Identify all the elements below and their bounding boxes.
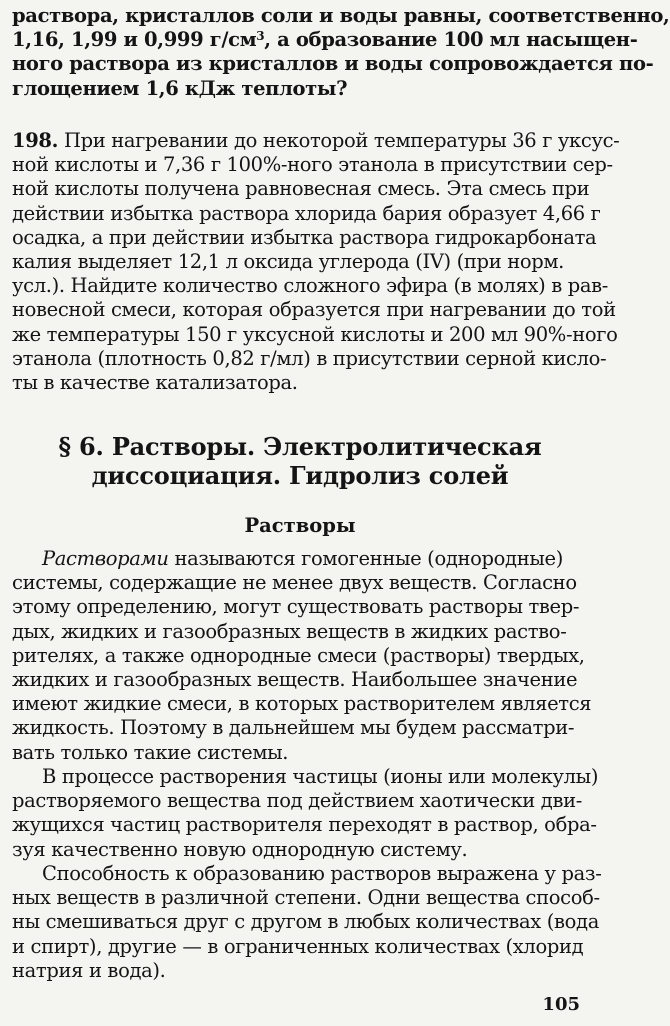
paragraph-first-line <box>12 547 590 571</box>
paragraph-dissolution <box>12 765 599 862</box>
text-line: ты в качестве катализатора. <box>12 371 298 395</box>
section-heading-line: диссоциация. Гидролиз солей <box>91 461 509 490</box>
text-line: рителях, а также однородные смеси (растворы) твердых, <box>12 643 585 667</box>
text-line: зуя качественно новую однородную систему. <box>12 837 468 861</box>
text-line: калия выделяет 12,1 л оксида углерода (IV) (при норм. <box>12 250 565 274</box>
text-line: ного раствора из кристаллов и воды сопровождается по- <box>12 52 654 76</box>
problem-198 <box>12 129 620 395</box>
text-line: жидкость. Поэтому в дальнейшем мы будем рассматри- <box>12 716 575 740</box>
text-line: В процессе растворения частицы (ионы или молекулы) <box>42 765 599 788</box>
text-line: жущихся частиц растворителя переходят в раствор, обра- <box>12 813 597 837</box>
text-line: ной кислоты и 7,36 г 100%-ного этанола в присутствии сер- <box>12 153 613 177</box>
text-line: новесной смеси, которая образуется при нагревании до той <box>12 298 616 322</box>
text-line: имеют жидкие смеси, в которых растворителем является <box>12 692 592 716</box>
text-line: ной кислоты получена равновесная смесь. Эта смесь при <box>12 177 590 201</box>
text-line-head: 1,16, 1,99 и 0,999 г/см <box>12 28 257 52</box>
text-line: Способность к образованию растворов выражена у раз- <box>42 862 602 885</box>
text-line: раствора, кристаллов соли и воды равны, соответственно, <box>12 4 670 27</box>
defined-term: Растворами <box>42 547 169 570</box>
text-line: же температуры 150 г уксусной кислоты и 200 мл 90%-ного <box>12 322 618 346</box>
text-line: натрия и вода). <box>12 958 166 982</box>
section-heading-line: § 6. Растворы. Электролитическая <box>58 432 542 461</box>
subsection-heading: Растворы <box>244 514 356 537</box>
text-line: системы, содержащие не менее двух веществ. Согласно <box>12 571 577 595</box>
text-line-tail: , а образование 100 мл насыщен- <box>264 28 638 52</box>
text-line: растворяемого вещества под действием хаотически дви- <box>12 789 582 813</box>
text-line: осадка, а при действии избытка раствора гидрокарбоната <box>12 225 597 249</box>
text-line: этанола (плотность 0,82 г/мл) в присутствии серной кисло- <box>12 346 607 370</box>
section-heading <box>0 432 600 490</box>
text-line: усл.). Найдите количество сложного эфира (в молях) в рав- <box>12 274 608 298</box>
superscript: 3 <box>256 29 265 44</box>
text-line: вать только такие системы. <box>12 740 289 764</box>
text-line: действии избытка раствора хлорида бария образует 4,66 г <box>12 201 601 225</box>
page-number: 105 <box>542 994 580 1015</box>
text-line <box>12 28 638 52</box>
problem-first-line-text: При нагревании до некоторой температуры 36 г уксус- <box>58 129 620 152</box>
problem-first-line <box>12 129 620 153</box>
problem-number: 198. <box>12 129 59 152</box>
text-line: жидких и газообразных веществ. Наибольшее значение <box>12 668 578 692</box>
paragraph-first-line-text: называются гомогенные (однородные) <box>168 547 563 570</box>
text-line: ных веществ в различной степени. Одни вещества способ- <box>12 886 600 910</box>
paragraph-solubility <box>12 862 602 983</box>
text-line: ны смешиваться друг с другом в любых количествах (вода <box>12 910 599 934</box>
top-paragraph <box>12 4 670 101</box>
text-line: дых, жидких и газообразных веществ в жидких раство- <box>12 619 567 643</box>
text-line: глощением 1,6 кДж теплоты? <box>12 76 348 100</box>
text-line: и спирт), другие — в ограниченных количествах (хлорид <box>12 934 584 958</box>
text-line: этому определению, могут существовать растворы твер- <box>12 595 580 619</box>
paragraph-definition <box>12 547 590 765</box>
